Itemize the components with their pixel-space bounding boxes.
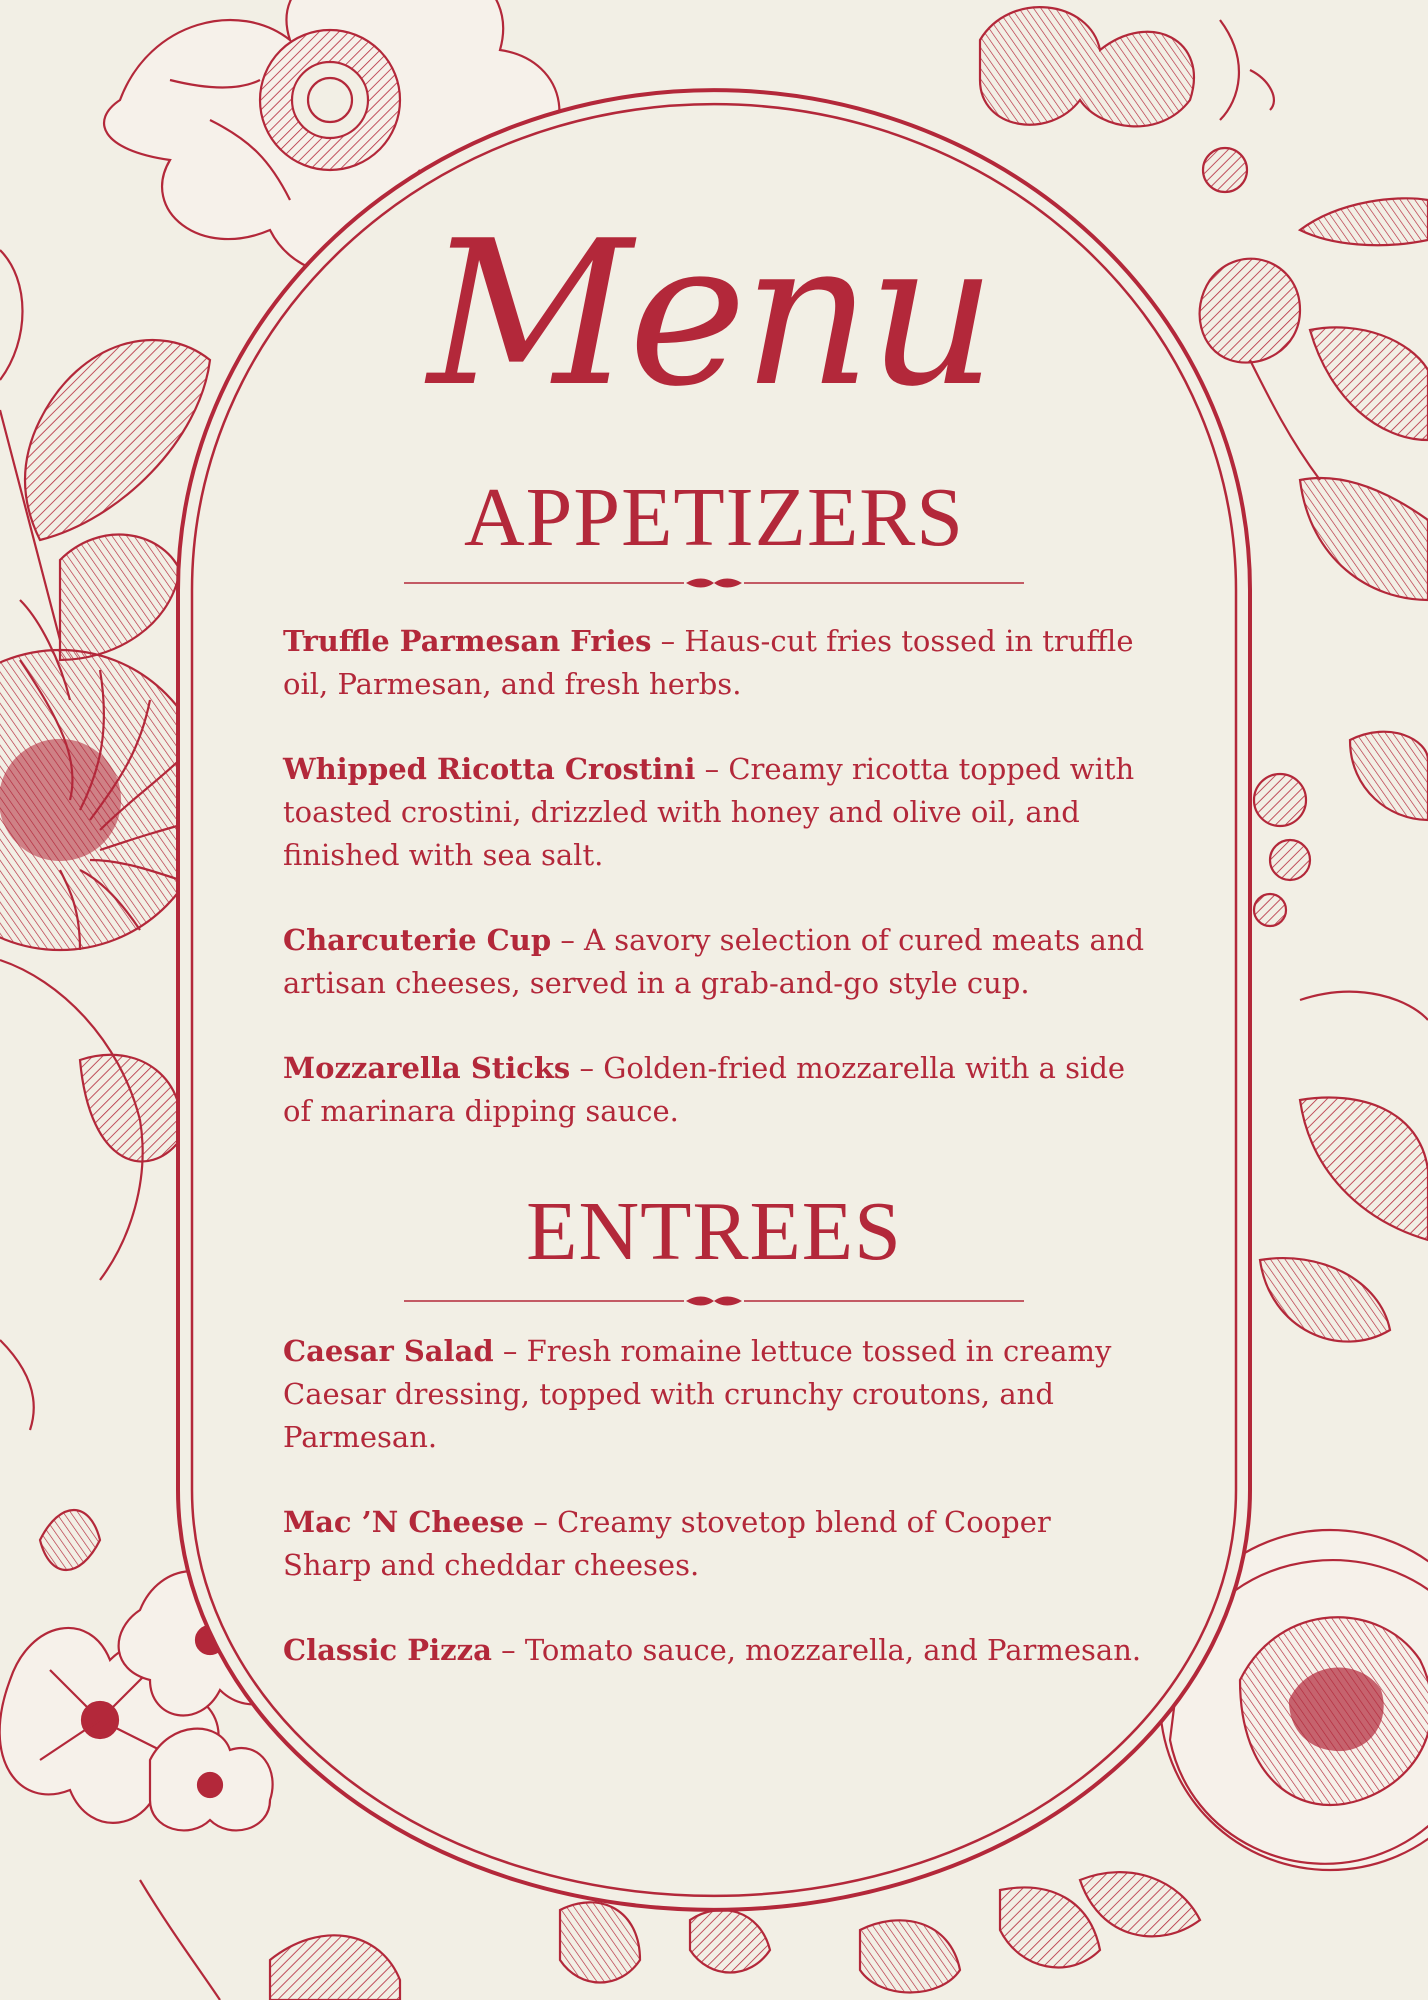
menu-item [283, 1330, 1145, 1459]
item-separator: – [524, 1505, 558, 1539]
item-name: Classic Pizza [283, 1633, 492, 1667]
entree-list [283, 1330, 1145, 1714]
menu-item [283, 1047, 1145, 1133]
item-separator: – [493, 1334, 527, 1368]
menu-item [283, 1501, 1145, 1587]
item-name: Charcuterie Cup [283, 923, 552, 957]
ornament-divider-icon [404, 1293, 1024, 1309]
item-separator: – [570, 1051, 604, 1085]
item-description: Tomato sauce, mozzarella, and Parmesan. [524, 1633, 1142, 1667]
menu-item [283, 748, 1145, 877]
section-heading-entrees: ENTREES [526, 1185, 902, 1278]
item-separator: – [491, 1633, 525, 1667]
item-name: Mozzarella Sticks [283, 1051, 571, 1085]
item-name: Truffle Parmesan Fries [283, 624, 652, 658]
section-heading-appetizers: APPETIZERS [463, 471, 965, 564]
item-separator: – [651, 624, 685, 658]
menu-item [283, 919, 1145, 1005]
item-description: A savory selection of cured meats and artisan cheeses, served in a grab-and-go style cup. [283, 923, 1145, 1000]
ornament-divider-icon [404, 575, 1024, 591]
item-name: Mac ’N Cheese [283, 1505, 525, 1539]
menu-title: Menu [427, 198, 993, 431]
item-name: Whipped Ricotta Crostini [283, 752, 696, 786]
item-description: Golden-fried mozzarella with a side of marinara dipping sauce. [283, 1051, 1126, 1128]
item-name: Caesar Salad [283, 1334, 494, 1368]
item-separator: – [695, 752, 729, 786]
item-description: Haus-cut fries tossed in truffle oil, Parmesan, and fresh herbs. [283, 624, 1134, 701]
item-description: Creamy stovetop blend of Cooper Sharp and cheddar cheeses. [283, 1505, 1051, 1582]
appetizer-list [283, 620, 1145, 1175]
menu-item [283, 620, 1145, 706]
menu-item [283, 1629, 1145, 1672]
item-description: Creamy ricotta topped with toasted crostini, drizzled with honey and olive oil, and finished with sea salt. [283, 752, 1135, 872]
item-description: Fresh romaine lettuce tossed in creamy Caesar dressing, topped with crunchy croutons, and Parmesan. [283, 1334, 1112, 1454]
item-separator: – [551, 923, 585, 957]
